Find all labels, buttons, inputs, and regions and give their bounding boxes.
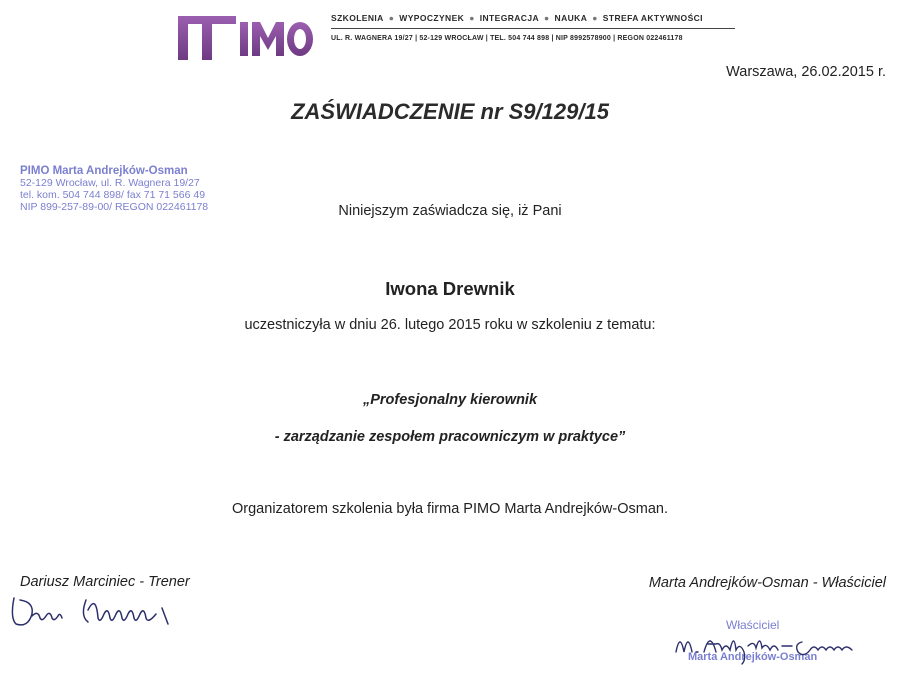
bullet-icon: ● <box>544 13 550 23</box>
owner-stamp-name: Marta Andrejków-Osman <box>688 651 818 663</box>
owner-label: Marta Andrejków-Osman - Właściciel <box>648 575 886 591</box>
document-title: ZAŚWIADCZENIE nr S9/129/15 <box>291 99 609 124</box>
attendance-text: uczestniczyła w dniu 26. lutego 2015 roku w szkoleniu z tematu: <box>244 317 656 333</box>
pimo-logo <box>176 8 316 62</box>
training-topic-line2: - zarządzanie zespołem pracowniczym w praktyce” <box>274 429 626 445</box>
service-item: SZKOLENIA <box>331 13 384 23</box>
stamp-line: PIMO Marta Andrejków-Osman <box>20 165 188 177</box>
document-date: Warszawa, 26.02.2015 r. <box>726 64 886 80</box>
service-item: INTEGRACJA <box>479 13 539 23</box>
stamp-line: NIP 899-257-89-00/ REGON 022461178 <box>20 201 209 213</box>
training-topic-line1: „Profesjonalny kierownik <box>362 392 538 408</box>
intro-text: Niniejszym zaświadcza się, iż Pani <box>338 203 562 219</box>
letterhead-services <box>331 13 703 23</box>
stamp-line: 52-129 Wrocław, ul. R. Wagnera 19/27 <box>20 177 200 189</box>
service-item: WYPOCZYNEK <box>399 13 465 23</box>
owner-signature <box>670 622 860 670</box>
bullet-icon: ● <box>469 13 475 23</box>
service-item: NAUKA <box>554 13 588 23</box>
letterhead-address: UL. R. WAGNERA 19/27 | 52-129 WROCŁAW | TEL. 504 744 898 | NIP 8992578900 | REGON 022461178 <box>331 35 683 42</box>
bullet-icon: ● <box>388 13 395 23</box>
organizer-text: Organizatorem szkolenia była firma PIMO Marta Andrejków-Osman. <box>232 501 668 517</box>
trainer-signature <box>6 588 176 632</box>
bullet-icon: ● <box>592 13 598 23</box>
owner-stamp-title: Właściciel <box>726 618 780 632</box>
letterhead-divider <box>331 28 735 29</box>
trainer-label: Dariusz Marciniec - Trener <box>20 574 190 590</box>
service-item: STREFA AKTYWNOŚCI <box>602 13 703 23</box>
stamp-line: tel. kom. 504 744 898/ fax 71 71 566 49 <box>20 189 206 201</box>
participant-name: Iwona Drewnik <box>385 278 515 299</box>
